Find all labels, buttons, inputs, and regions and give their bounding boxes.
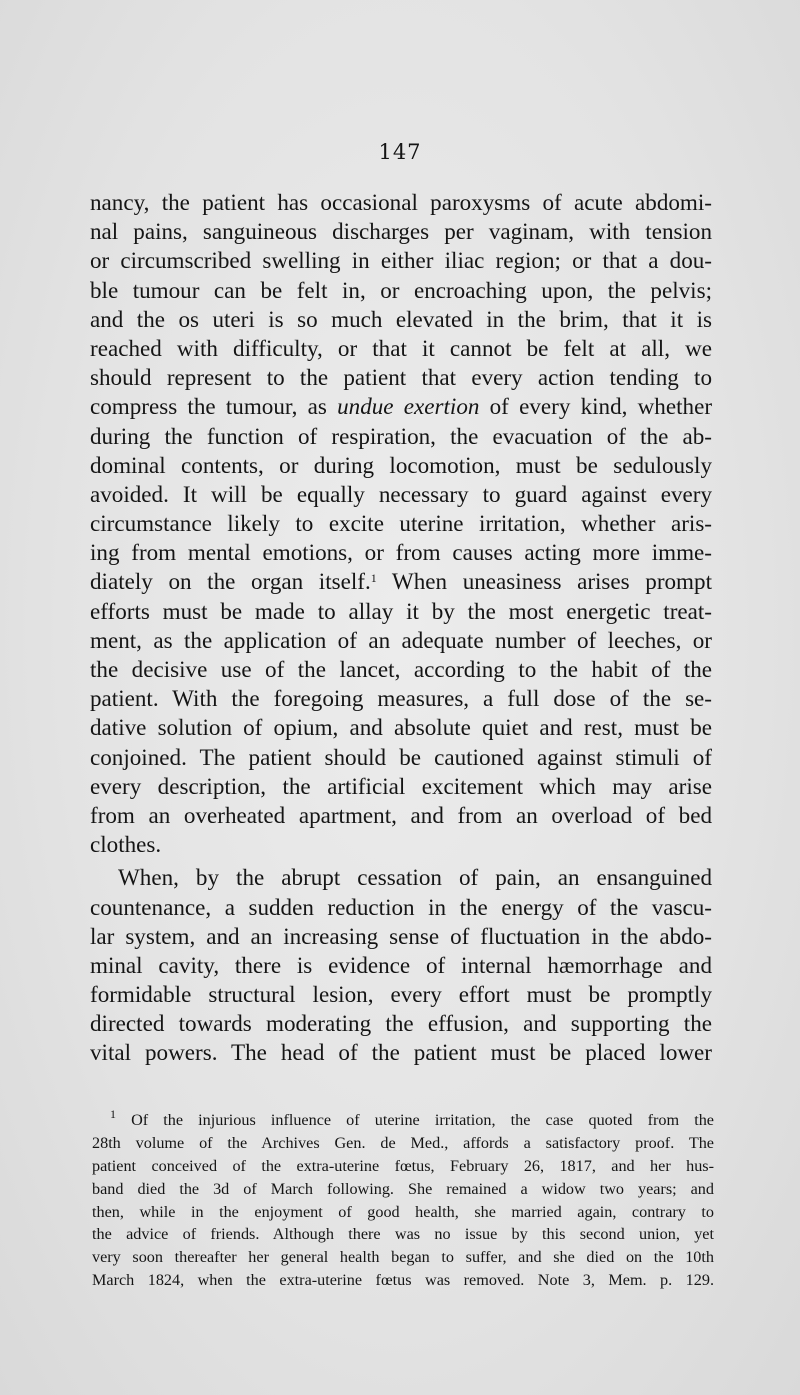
text-line: every description, the artificial excitement which may arise: [90, 772, 712, 799]
text-segment: Of the injurious influence of uterine irritation, the case quoted from the: [116, 1111, 714, 1129]
text-line: avoided. It will be equally necessary to guard against every: [90, 480, 712, 507]
italic-emphasis: undue exertion: [337, 393, 480, 420]
text-segment: When uneasiness arises prompt: [376, 568, 712, 595]
text-line: from an overheated apartment, and from an overload of bed: [90, 801, 712, 828]
text-line: during the function of respiration, the evacuation of the ab-: [90, 422, 712, 449]
text-line: lar system, and an increasing sense of fluctuation in the abdo-: [90, 922, 712, 949]
text-line: ble tumour can be felt in, or encroaching upon, the pelvis;: [90, 276, 712, 303]
text-line: reached with difficulty, or that it cannot be felt at all, we: [90, 334, 712, 361]
footnote-reference: 1: [370, 571, 377, 586]
text-line-paragraph-end: clothes.: [90, 831, 162, 858]
footnote-line: patient conceived of the extra-uterine fœtus, February 26, 1817, and her hus-: [92, 1156, 714, 1175]
text-line: circumstance likely to excite uterine irritation, whether aris-: [90, 510, 712, 537]
text-line: should represent to the patient that every action tending to: [90, 364, 712, 391]
text-line: or circumscribed swelling in either iliac region; or that a dou-: [90, 247, 712, 274]
text-line: vital powers. The head of the patient must be placed lower: [90, 1039, 712, 1066]
footnote-line: then, while in the enjoyment of good health, she married again, contrary to: [92, 1202, 714, 1221]
text-line: formidable structural lesion, every effort must be promptly: [90, 981, 712, 1008]
text-line: and the os uteri is so much elevated in the brim, that it is: [90, 305, 712, 332]
footnote-line: the advice of friends. Although there was no issue by this second union, yet: [92, 1225, 714, 1244]
text-line: dative solution of opium, and absolute quiet and rest, must be: [90, 714, 712, 741]
text-segment: of every kind, whether: [479, 393, 713, 420]
body-text: [90, 188, 712, 1068]
text-line-with-emphasis: [90, 392, 712, 421]
text-line: nal pains, sanguineous discharges per vaginam, with tension: [90, 218, 712, 245]
text-line: directed towards moderating the effusion, and supporting the: [90, 1010, 712, 1037]
text-line-with-footnote-ref: [90, 567, 712, 596]
text-line-paragraph-start: When, by the abrupt cessation of pain, an ensanguined: [118, 864, 712, 891]
text-line: nancy, the patient has occasional paroxysms of acute abdomi-: [90, 189, 712, 215]
text-segment: compress the tumour, as: [90, 393, 338, 420]
text-line: ment, as the application of an adequate number of leeches, or: [90, 626, 712, 653]
text-line: countenance, a sudden reduction in the energy of the vascu-: [90, 893, 712, 920]
text-line: dominal contents, or during locomotion, must be sedulously: [90, 451, 712, 478]
footnote-marker: 1: [110, 1107, 116, 1121]
text-line: patient. With the foregoing measures, a full dose of the se-: [90, 685, 712, 712]
footnote-line: band died the 3d of March following. She remained a widow two years; and: [92, 1179, 714, 1198]
text-line: conjoined. The patient should be cautioned against stimuli of: [90, 743, 712, 770]
text-segment: diately on the organ itself.: [90, 568, 371, 595]
footnote-line: March 1824, when the extra-uterine fœtus was removed. Note 3, Mem. p. 129.: [92, 1271, 714, 1290]
footnote-line: [92, 1109, 714, 1132]
text-line: ing from mental emotions, or from causes acting more imme-: [90, 539, 712, 566]
text-line: efforts must be made to allay it by the most energetic treat-: [90, 597, 712, 624]
footnote-block: [92, 1109, 714, 1292]
page-number: 147: [378, 140, 422, 164]
footnote-line: 28th volume of the Archives Gen. de Med., affords a satisfactory proof. The: [92, 1133, 714, 1152]
footnote-line: very soon thereafter her general health began to suffer, and she died on the 10th: [92, 1248, 714, 1267]
text-line: the decisive use of the lancet, according to the habit of the: [90, 656, 712, 682]
text-line: minal cavity, there is evidence of internal hæmorrhage and: [90, 951, 712, 978]
